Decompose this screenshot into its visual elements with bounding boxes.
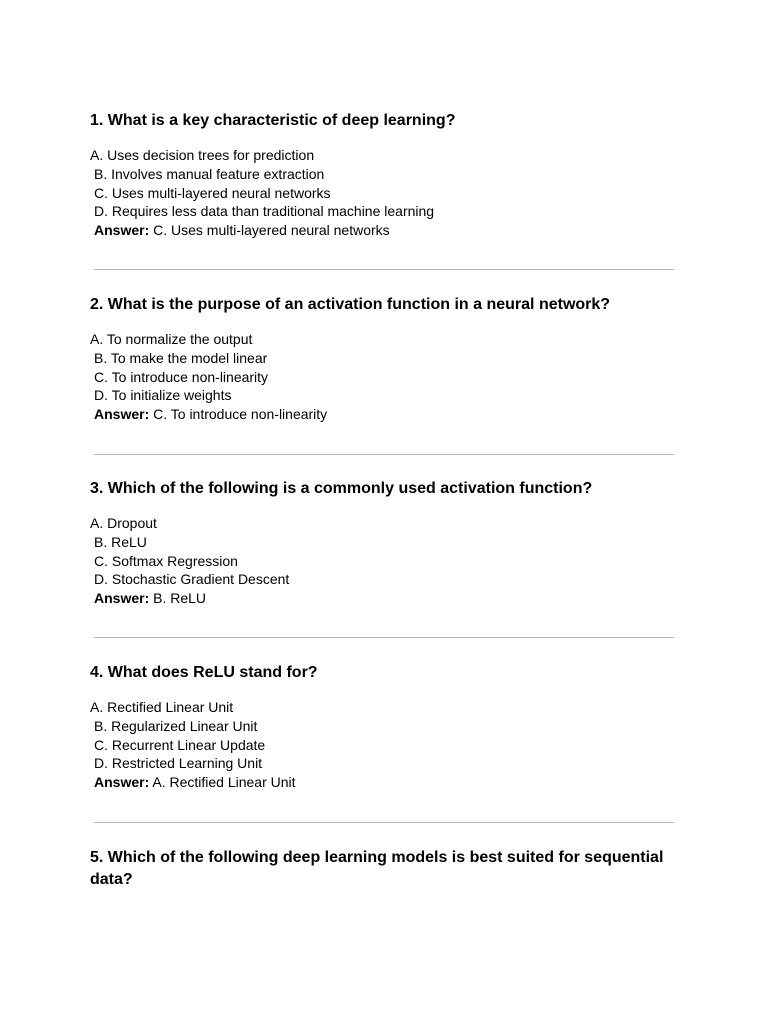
- answer-line: [90, 221, 680, 240]
- option-list: [90, 330, 680, 424]
- answer-line: [90, 589, 680, 608]
- question-2: [90, 294, 680, 424]
- option-a: A. Dropout: [90, 515, 157, 531]
- answer-label: Answer:: [94, 406, 150, 423]
- divider: [94, 822, 674, 823]
- question-3: [90, 478, 680, 608]
- option-c: C. Softmax Regression: [94, 552, 238, 569]
- answer-value: B. ReLU: [153, 590, 207, 607]
- divider: [94, 637, 674, 638]
- answer-label: Answer:: [94, 590, 150, 607]
- answer-label: Answer:: [94, 222, 150, 239]
- option-list: [90, 146, 680, 240]
- question-5: [90, 847, 680, 891]
- question-title: 1. What is a key characteristic of deep learning?: [90, 112, 456, 129]
- option-list: [90, 514, 680, 608]
- option-b: B. Regularized Linear Unit: [94, 717, 258, 734]
- option-b: B. To make the model linear: [94, 349, 268, 366]
- question-title: 2. What is the purpose of an activation function in a neural network?: [90, 296, 611, 313]
- answer-value: C. Uses multi-layered neural networks: [153, 222, 390, 239]
- option-c: C. Recurrent Linear Update: [94, 736, 266, 753]
- option-c: C. Uses multi-layered neural networks: [94, 184, 331, 201]
- question-1: [90, 110, 680, 240]
- answer-label: Answer:: [94, 774, 150, 791]
- question-4: [90, 662, 680, 792]
- option-d: D. Restricted Learning Unit: [94, 755, 263, 772]
- answer-line: [90, 405, 680, 424]
- question-title: 4. What does ReLU stand for?: [90, 664, 318, 681]
- option-a: A. Uses decision trees for prediction: [90, 147, 315, 163]
- option-b: B. Involves manual feature extraction: [94, 165, 325, 182]
- divider: [94, 269, 674, 270]
- option-a: A. To normalize the output: [90, 331, 253, 347]
- option-d: D. Requires less data than traditional machine learning: [94, 203, 435, 220]
- option-b: B. ReLU: [94, 533, 147, 550]
- divider: [94, 454, 674, 455]
- option-list: [90, 698, 680, 792]
- option-a: A. Rectified Linear Unit: [90, 699, 234, 715]
- option-d: D. Stochastic Gradient Descent: [94, 571, 290, 588]
- question-title: 3. Which of the following is a commonly used activation function?: [90, 480, 593, 497]
- option-c: C. To introduce non-linearity: [94, 368, 269, 385]
- answer-line: [90, 773, 680, 792]
- question-title: 5. Which of the following deep learning models is best suited for sequential data?: [90, 849, 664, 888]
- option-d: D. To initialize weights: [94, 387, 232, 404]
- answer-value: C. To introduce non-linearity: [153, 406, 328, 423]
- answer-value: A. Rectified Linear Unit: [152, 774, 296, 791]
